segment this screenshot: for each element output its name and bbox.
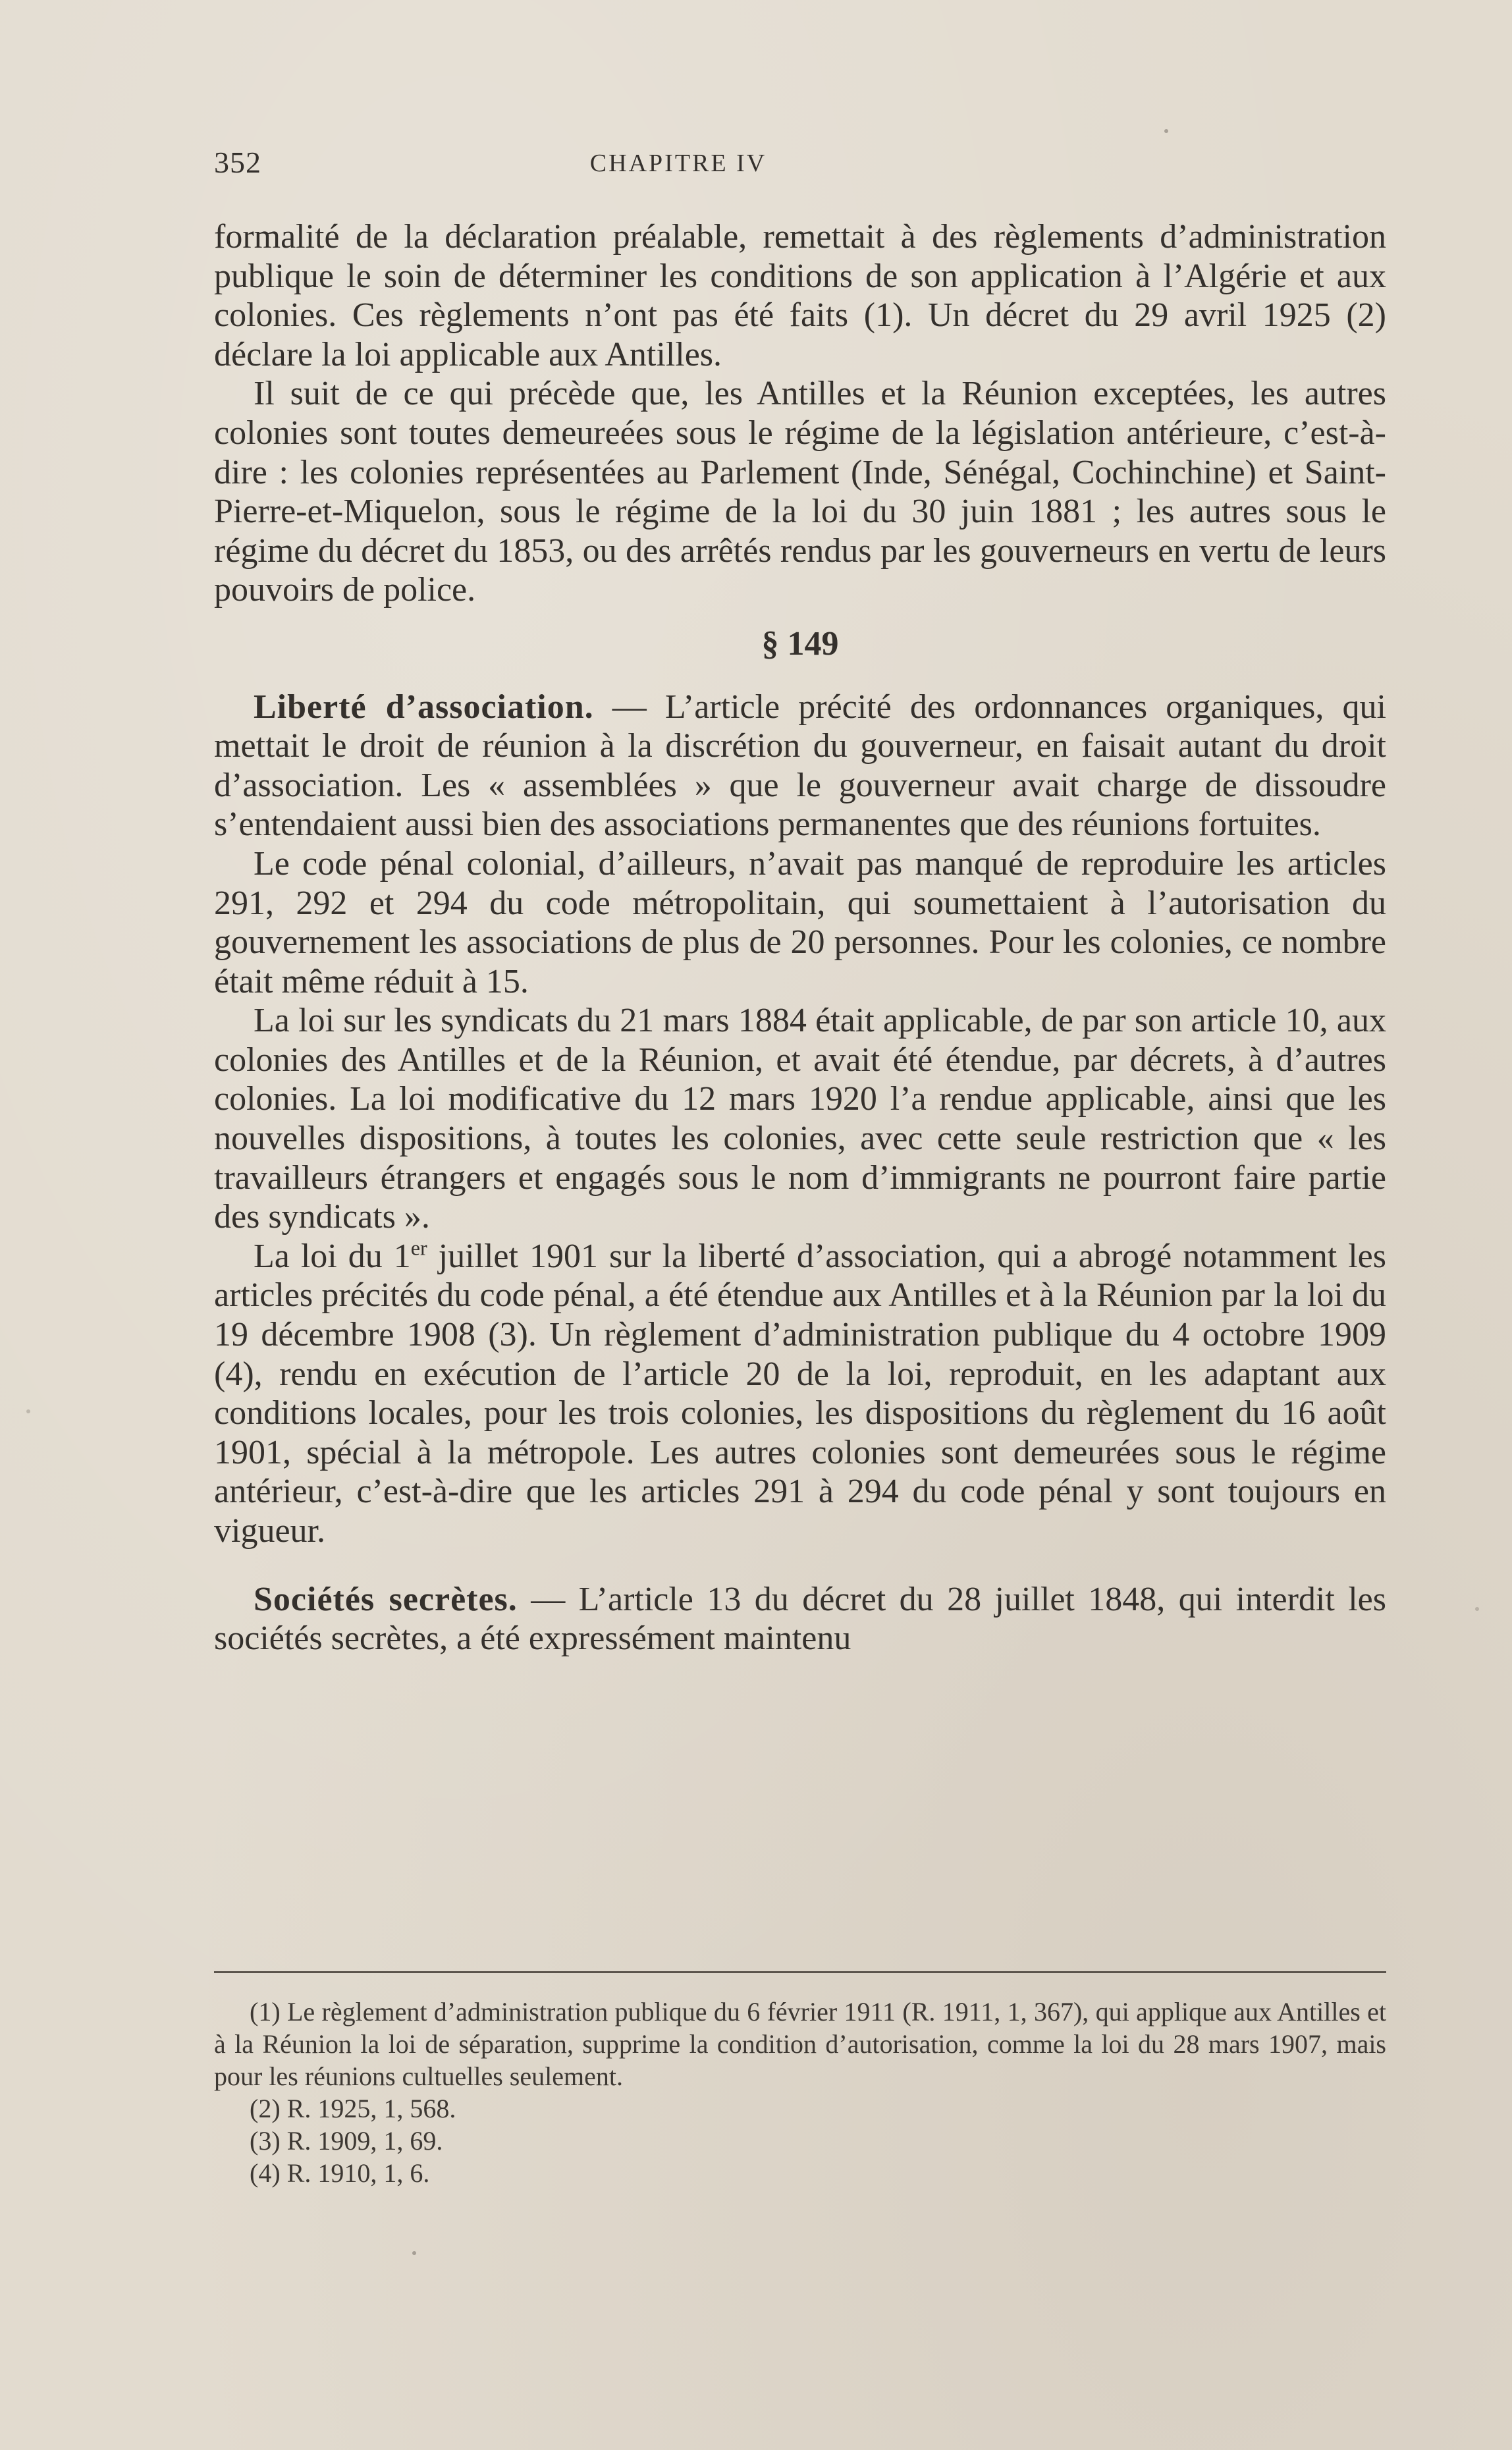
paper-speck	[1164, 129, 1168, 133]
paragraph-1: formalité de la déclaration préalable, remettait à des règlements d’administration publique le soin de déterminer les conditions de son application à l’Algérie et aux colonies. Ces règlements n’ont pas été faits (1). Un décret du 29 avril 1925 (2) déclare la loi applicable aux Antilles.	[214, 218, 1386, 373]
paragraph-6-text-start: La loi du 1	[254, 1237, 411, 1275]
run-in-heading-societes-secretes: Sociétés secrètes.	[254, 1580, 518, 1618]
running-title: CHAPITRE IV	[589, 150, 767, 177]
run-in-heading-liberte-association: Liberté d’association.	[254, 688, 594, 726]
main-text	[214, 217, 1386, 1658]
paragraph-gap	[214, 1551, 1386, 1580]
page-header	[214, 145, 1386, 184]
section-number: § 149	[761, 624, 839, 663]
footnote-separator-rule	[214, 1971, 1386, 1973]
footnote-3: (3) R. 1909, 1, 69.	[250, 2126, 443, 2156]
footnote-1: (1) Le règlement d’administration publique du 6 février 1911 (R. 1911, 1, 367), qui applique aux Antilles et à la Réunion la loi de séparation, supprime la condition d’autorisation, comme la loi du 28 mars 1907, mais pour les réunions cultuelles seulement.	[214, 1997, 1386, 2091]
footnotes	[214, 1996, 1386, 2189]
paragraph-2: Il suit de ce qui précède que, les Antilles et la Réunion exceptées, les autres colonies sont toutes demeureées sous le régime de la législation antérieure, c’est-à-dire : les colonies représentées au Parlement (Inde, Sénégal, Cochinchine) et Saint-Pierre-et-Miquelon, sous le régime de la loi du 30 juin 1881 ; les autres sous le régime du décret du 1853, ou des arrêtés rendus par les gouverneurs en vertu de leurs pouvoirs de police.	[214, 375, 1386, 609]
paper-speck	[1475, 1607, 1479, 1611]
paper-speck	[26, 1409, 30, 1413]
paper-speck	[412, 2251, 416, 2255]
paragraph-6	[214, 1237, 1386, 1551]
paragraph-3	[214, 688, 1386, 844]
paragraph-7	[214, 1580, 1386, 1658]
paragraph-3-text: — L’article précité des ordonnances organiques, qui mettait le droit de réunion à la discrétion du gouverneur, en faisait autant du droit d’association. Les « assemblées » que le gouverneur avait charge de dissoudre s’entendaient aussi bien des associations permanentes que des réunions fortuites.	[214, 688, 1386, 844]
paragraph-5: La loi sur les syndicats du 21 mars 1884 était applicable, de par son article 10, aux colonies des Antilles et de la Réunion, et avait été étendue, par décrets, à d’autres colonies. La loi modificative du 12 mars 1920 l’a rendue applicable, ainsi que les nouvelles dispositions, à toutes les colonies, avec cette seule restriction que « les travailleurs étrangers et engagés sous le nom d’immigrants ne pourront faire partie des syndicats ».	[214, 1002, 1386, 1236]
page-number: 352	[214, 146, 261, 179]
paragraph-6-text: juillet 1901 sur la liberté d’association, qui a abrogé notamment les articles précités du code pénal, a été étendue aux Antilles et à la Réunion par la loi du 19 décembre 1908 (3). Un règlement d’administration publique du 4 octobre 1909 (4), rendu en exécution de l’article 20 de la loi, reproduit, en les adaptant aux conditions locales, pour les trois colonies, les dispositions du règlement du 16 août 1901, spécial à la métropole. Les autres colonies sont demeurées sous le régime antérieur, c’est-à-dire que les articles 291 à 294 du code pénal y sont toujours en vigueur.	[214, 1237, 1386, 1550]
paragraph-7-text: — L’article 13 du décret du 28 juillet 1848, qui interdit les sociétés secrètes, a été expressément maintenu	[214, 1580, 1386, 1658]
paragraph-4: Le code pénal colonial, d’ailleurs, n’avait pas manqué de reproduire les articles 291, 292 et 294 du code métropolitain, qui soumettaient à l’autorisation du gouvernement les associations de plus de 20 personnes. Pour les colonies, ce nombre était même réduit à 15.	[214, 844, 1386, 1000]
footnote-4: (4) R. 1910, 1, 6.	[250, 2158, 430, 2188]
ordinal-superscript: er	[410, 1236, 427, 1260]
footnote-2: (2) R. 1925, 1, 568.	[250, 2094, 456, 2123]
